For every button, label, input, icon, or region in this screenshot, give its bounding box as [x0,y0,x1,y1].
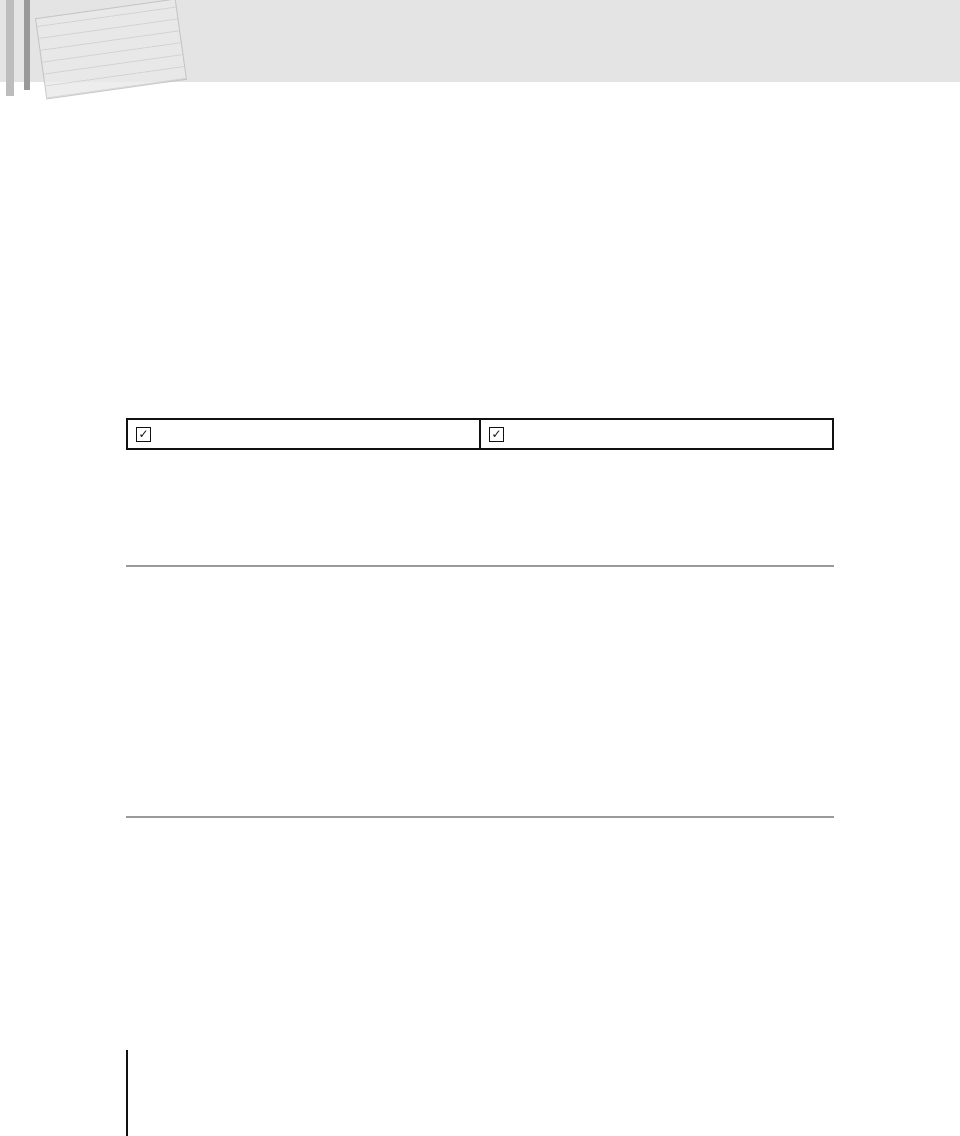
margin-rule [126,1050,128,1136]
logo-bar [24,0,30,90]
excel-logo-illustration [0,0,200,96]
learn-item [479,420,832,448]
spreadsheet-top [126,565,834,567]
spreadsheet-bottom [126,816,834,818]
checkbox-icon: ✓ [489,427,504,442]
logo-bar [6,0,14,96]
learn-box [126,418,834,450]
checkbox-icon: ✓ [136,427,151,442]
logo-sheet-graphic [35,0,187,99]
page-header [0,0,960,82]
learn-item [128,420,479,448]
